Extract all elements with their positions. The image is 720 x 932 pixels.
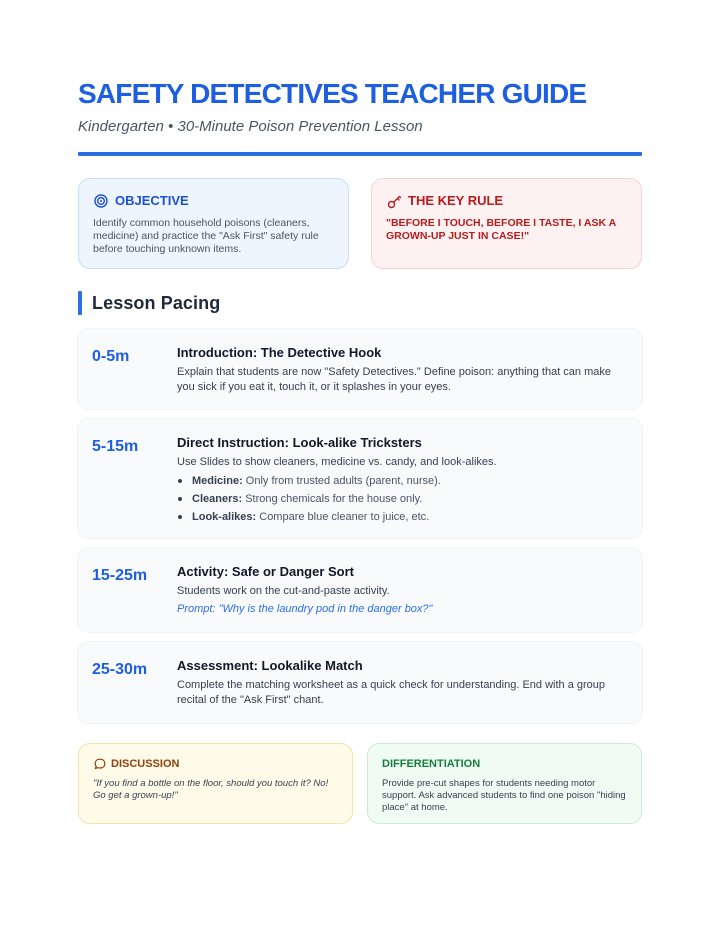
pacing-time: 5-15m: [92, 438, 139, 455]
differentiation-header: [382, 756, 627, 772]
key-rule-heading: THE KEY RULE: [408, 193, 504, 208]
pacing-bullets: [177, 472, 628, 526]
pacing-title: Assessment: Lookalike Match: [177, 658, 363, 673]
pacing-title: Introduction: The Detective Hook: [177, 345, 382, 360]
key-rule-header: [386, 193, 627, 209]
pacing-time: 25-30m: [92, 661, 148, 678]
title-divider: [78, 152, 642, 156]
pacing-list: [78, 329, 642, 723]
target-icon: [93, 193, 109, 209]
discussion-heading: DISCUSSION: [111, 758, 180, 770]
bullet-term: Medicine:: [192, 475, 243, 487]
pacing-title: Activity: Safe or Danger Sort: [177, 564, 354, 579]
differentiation-text: Provide pre-cut shapes for students needing motor support. Ask advanced students to find one poison "hiding place" at home.: [382, 778, 626, 813]
pacing-text: Students work on the cut-and-paste activity.: [177, 585, 390, 597]
pacing-row: [78, 642, 642, 723]
summary-cards: [78, 178, 642, 269]
pacing-row: [78, 548, 642, 632]
key-rule-text: "BEFORE I TOUCH, BEFORE I TASTE, I ASK A GROWN-UP JUST IN CASE!": [386, 217, 616, 242]
objective-header: [93, 193, 334, 209]
discussion-card: [78, 743, 353, 824]
bottom-cards: [78, 743, 642, 824]
differentiation-heading: DIFFERENTIATION: [382, 758, 481, 770]
pacing-row: [78, 329, 642, 409]
section-accent-bar: [78, 291, 82, 315]
list-item: [177, 508, 628, 526]
teacher-guide-page: [78, 78, 642, 824]
page-subtitle: Kindergarten • 30-Minute Poison Prevention Lesson: [78, 118, 423, 135]
bullet-text: Strong chemicals for the house only.: [242, 493, 423, 505]
pacing-text: Complete the matching worksheet as a quick check for understanding. End with a group recital of the "Ask First" chant.: [177, 679, 606, 706]
objective-heading: OBJECTIVE: [115, 193, 189, 208]
pacing-prompt: Prompt: "Why is the laundry pod in the danger box?": [177, 603, 433, 615]
speech-bubble-icon: [93, 758, 106, 771]
pacing-time: 0-5m: [92, 348, 130, 365]
list-item: [177, 472, 628, 490]
page-title: SAFETY DETECTIVES TEACHER GUIDE: [78, 78, 587, 109]
discussion-header: [93, 756, 338, 772]
bullet-text: Only from trusted adults (parent, nurse).: [242, 475, 441, 487]
pacing-time: 15-25m: [92, 567, 148, 584]
section-title: Lesson Pacing: [92, 292, 221, 313]
pacing-text: Explain that students are now "Safety Detectives." Define poison: anything that can make you sick if you eat it, touch it, or it splashes in your eyes.: [177, 366, 612, 393]
key-rule-card: [371, 178, 642, 269]
bullet-term: Look-alikes:: [192, 511, 257, 523]
lesson-pacing-header: [78, 291, 642, 315]
bullet-text: Compare blue cleaner to juice, etc.: [256, 511, 430, 523]
list-item: [177, 490, 628, 508]
discussion-text: "If you find a bottle on the floor, should you touch it? No! Go get a grown-up!": [93, 778, 329, 801]
objective-card: [78, 178, 349, 269]
pacing-row: [78, 419, 642, 538]
key-icon: [386, 193, 402, 209]
bullet-term: Cleaners:: [192, 493, 243, 505]
differentiation-card: [367, 743, 642, 824]
objective-text: Identify common household poisons (cleaners, medicine) and practice the "Ask First" safety rule before touching unknown items.: [93, 217, 319, 255]
pacing-text: Use Slides to show cleaners, medicine vs. candy, and look-alikes.: [177, 456, 497, 468]
pacing-title: Direct Instruction: Look-alike Tricksters: [177, 435, 422, 450]
